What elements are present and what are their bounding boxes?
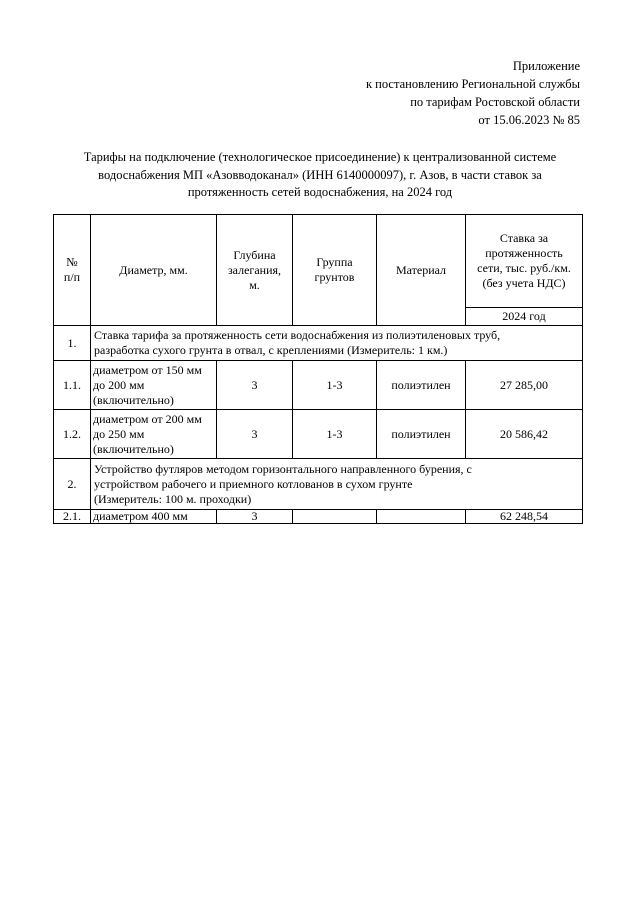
row-material: полиэтилен	[377, 410, 466, 459]
row-depth: 3	[217, 510, 293, 524]
section-num: 2.	[54, 459, 91, 510]
header-material: Материал	[377, 215, 466, 326]
row-num: 1.1.	[54, 361, 91, 410]
row-diameter: диаметром от 150 мм до 200 мм (включительно)	[91, 361, 217, 410]
appendix-line: по тарифам Ростовской области	[410, 95, 580, 109]
appendix-line: от 15.06.2023 № 85	[478, 113, 580, 127]
header-soil: Группа грунтов	[293, 215, 377, 326]
section-row	[54, 326, 583, 361]
section-description: Ставка тарифа за протяженность сети водоснабжения из полиэтиленовых труб, разработка сухого грунта в отвал, с креплениями (Измеритель: 1 км.)	[91, 326, 583, 361]
row-diameter: диаметром 400 мм	[91, 510, 217, 524]
header-rate: Ставка за протяженность сети, тыс. руб./км. (без учета НДС)	[466, 215, 583, 308]
row-material	[377, 510, 466, 524]
row-num: 2.1.	[54, 510, 91, 524]
table-row	[54, 510, 583, 524]
header-diameter: Диаметр, мм.	[91, 215, 217, 326]
header-num: № п/п	[54, 215, 91, 326]
document-title	[55, 149, 585, 202]
row-soil: 1-3	[293, 361, 377, 410]
row-material: полиэтилен	[377, 361, 466, 410]
section-num: 1.	[54, 326, 91, 361]
row-rate: 62 248,54	[466, 510, 583, 524]
header-depth: Глубина залегания, м.	[217, 215, 293, 326]
title-line: Тарифы на подключение (технологическое присоединение) к централизованной системе	[83, 150, 557, 164]
title-line: водоснабжения МП «Азовводоканал» (ИНН 6140000097), г. Азов, в части ставок за	[98, 167, 542, 182]
section-description: Устройство футляров методом горизонтального направленного бурения, с устройством рабочего и приемного котлованов в сухом грунте (Измеритель: 100 м. проходки)	[91, 459, 583, 510]
row-diameter: диаметром от 200 мм до 250 мм (включительно)	[91, 410, 217, 459]
row-rate: 27 285,00	[466, 361, 583, 410]
row-rate: 20 586,42	[466, 410, 583, 459]
row-depth: 3	[217, 361, 293, 410]
row-num: 1.2.	[54, 410, 91, 459]
title-line: протяженность сетей водоснабжения, на 2024 год	[187, 185, 453, 199]
row-depth: 3	[217, 410, 293, 459]
tariff-table	[53, 214, 583, 524]
table-row	[54, 361, 583, 410]
appendix-line: к постановлению Региональной службы	[365, 77, 580, 91]
appendix-note	[366, 57, 580, 129]
table-header-row	[54, 215, 583, 308]
row-soil	[293, 510, 377, 524]
appendix-line: Приложение	[512, 59, 580, 73]
row-soil: 1-3	[293, 410, 377, 459]
section-row	[54, 459, 583, 510]
header-year: 2024 год	[466, 307, 583, 326]
table-row	[54, 410, 583, 459]
